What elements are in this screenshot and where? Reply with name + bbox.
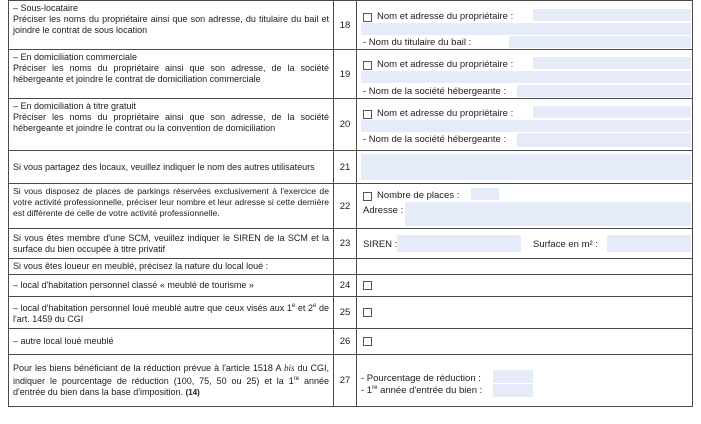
row-20-title: – En domiciliation à titre gratuit [13,101,137,111]
row-20-description [9,99,334,151]
row-24 [9,275,693,297]
row-20-company-label: - Nom de la société hébergeante : [363,134,507,145]
row-27-percent-field[interactable] [493,370,533,383]
row-18-holder-label: - Nom du titulaire du bail : [363,37,472,48]
row-18-holder-field[interactable] [509,36,691,48]
row-27-percent-label: - Pourcentage de réduction : [361,373,481,384]
row-18-description [9,1,334,50]
row-20-text: Préciser les noms du propriétaire ainsi que son adresse, de la société hébergeante et joindre le contrat ou la convention de domiciliation [13,112,329,133]
row-22-text: Si vous disposez de places de parkings réservées exclusivement à l'exercice de votre activité professionnelle, préciser leur nombre et leur adresse si cette dernière est différente de celle de votre activité professionnelle. [13,186,329,218]
row-26 [9,329,693,355]
row-27-year-sup: re [372,385,378,391]
row-19-owner-field[interactable] [533,57,691,69]
row-20-owner-checkbox[interactable] [363,110,372,119]
row-27 [9,355,693,407]
row-19-text: Préciser les noms du propriétaire ainsi que son adresse, de la société hébergeante et joindre le contrat de domiciliation commerciale [13,63,329,84]
row-23-siren-label: SIREN : [363,239,398,250]
row-20-number: 20 [334,99,357,151]
row-21 [9,151,693,184]
row-23-number: 23 [334,229,357,259]
local-info-table [8,0,693,407]
row-27-sup: re [293,376,300,382]
row-27-text-b: du CGI, indiquer le pourcentage de réduction (100, 75, 50 ou 25) et la 1 [13,363,330,386]
row-20-company-field[interactable] [517,133,691,147]
row-23-fields [357,229,693,259]
row-20-fields [357,99,693,151]
row-25-text-a: – local d'habitation personnel loué meublé autre que ceux visés aux 1 [13,302,292,313]
row-27-text-a: Pour les biens bénéficiant de la réduction prévue à l'article 1518 A [13,363,284,373]
row-27-bis: bis [283,363,295,373]
row-25 [9,297,693,329]
row-23-text: Si vous êtes membre d'une SCM, veuillez indiquer le SIREN de la SCM et la surface du bien occupée à titre privatif [13,232,329,254]
row-23-description [9,229,334,259]
row-27-note: (14) [185,388,200,397]
row-27-year-label-b: année d'entrée du bien : [377,385,483,397]
row-24-text: – local d'habitation personnel classé « meublé de tourisme » [13,280,254,290]
row-19 [9,50,693,99]
row-21-number: 21 [334,151,357,184]
row-26-checkbox[interactable] [363,337,372,346]
row-25-sup-2: e [313,302,317,309]
row-18-owner-field-2[interactable] [361,23,691,35]
row-22-places-field[interactable] [471,188,499,200]
row-22-places-checkbox[interactable] [363,192,372,201]
row-18-fields [357,1,693,50]
row-19-company-field[interactable] [517,85,691,97]
furnished-header-text: Si vous êtes loueur en meublé, précisez la nature du local loué : [13,261,269,271]
row-18-number: 18 [334,1,357,50]
row-18-owner-field[interactable] [533,9,691,21]
furnished-header-fields [357,259,693,275]
row-24-description [9,275,334,297]
row-20-owner-field[interactable] [533,106,691,118]
row-26-fields [357,329,693,355]
row-21-fields [357,151,693,184]
row-25-sup-1: e [291,302,296,309]
row-25-checkbox[interactable] [363,308,372,317]
row-25-fields [357,297,693,329]
row-22-address-label: Adresse : [363,205,404,216]
row-19-owner-checkbox[interactable] [363,61,372,70]
row-22-address-field[interactable] [405,202,691,226]
row-23-surface-field[interactable] [607,235,691,252]
row-18 [9,1,693,50]
row-22 [9,184,693,229]
row-18-owner-label: Nom et adresse du propriétaire : [377,11,514,22]
row-23 [9,229,693,259]
row-26-number: 26 [334,329,357,355]
row-22-places-label: Nombre de places : [377,190,460,201]
row-25-description [9,297,334,329]
row-19-owner-field-2[interactable] [361,71,691,83]
row-22-description [9,184,334,229]
row-21-description [9,151,334,184]
row-27-year-field[interactable] [493,384,533,397]
row-20 [9,99,693,151]
furnished-header-description [9,259,334,275]
row-19-company-label: - Nom de la société hébergeante : [363,86,507,97]
row-24-number: 24 [334,275,357,297]
row-27-year-label [361,385,482,396]
row-27-year-label-a: - 1 [361,385,373,397]
row-26-description [9,329,334,355]
furnished-header-number [334,259,357,275]
row-22-number: 22 [334,184,357,229]
row-25-text-c: de l'art. 1459 du CGI [13,302,329,324]
row-20-owner-field-2[interactable] [361,120,691,132]
row-21-text: Si vous partagez des locaux, veuillez indiquer le nom des autres utilisateurs [13,161,315,172]
row-23-surface-label: Surface en m² : [533,239,598,250]
row-27-text-c: année d'entrée du bien dans la base d'imposition. [13,376,329,397]
row-27-number: 27 [334,355,357,407]
row-24-checkbox[interactable] [363,281,372,290]
row-23-siren-field[interactable] [397,235,521,252]
row-18-owner-checkbox[interactable] [363,13,372,22]
row-19-description [9,50,334,99]
row-26-text: – autre local loué meublé [13,336,114,346]
row-19-fields [357,50,693,99]
row-22-fields [357,184,693,229]
row-25-text-b: et 2 [295,302,313,313]
row-24-fields [357,275,693,297]
row-18-title: – Sous-locataire [13,3,79,13]
row-19-owner-label: Nom et adresse du propriétaire : [377,59,514,70]
row-19-number: 19 [334,50,357,99]
row-18-text: Préciser les noms du propriétaire ainsi que son adresse, du titulaire du bail et joindre le contrat de sous location [13,14,329,35]
row-25-number: 25 [334,297,357,329]
row-27-description [9,355,334,407]
row-21-users-field[interactable] [361,154,691,180]
row-furnished-header [9,259,693,275]
row-20-owner-label: Nom et adresse du propriétaire : [377,108,514,119]
row-27-fields [357,355,693,407]
row-19-title: – En domiciliation commerciale [13,52,138,62]
